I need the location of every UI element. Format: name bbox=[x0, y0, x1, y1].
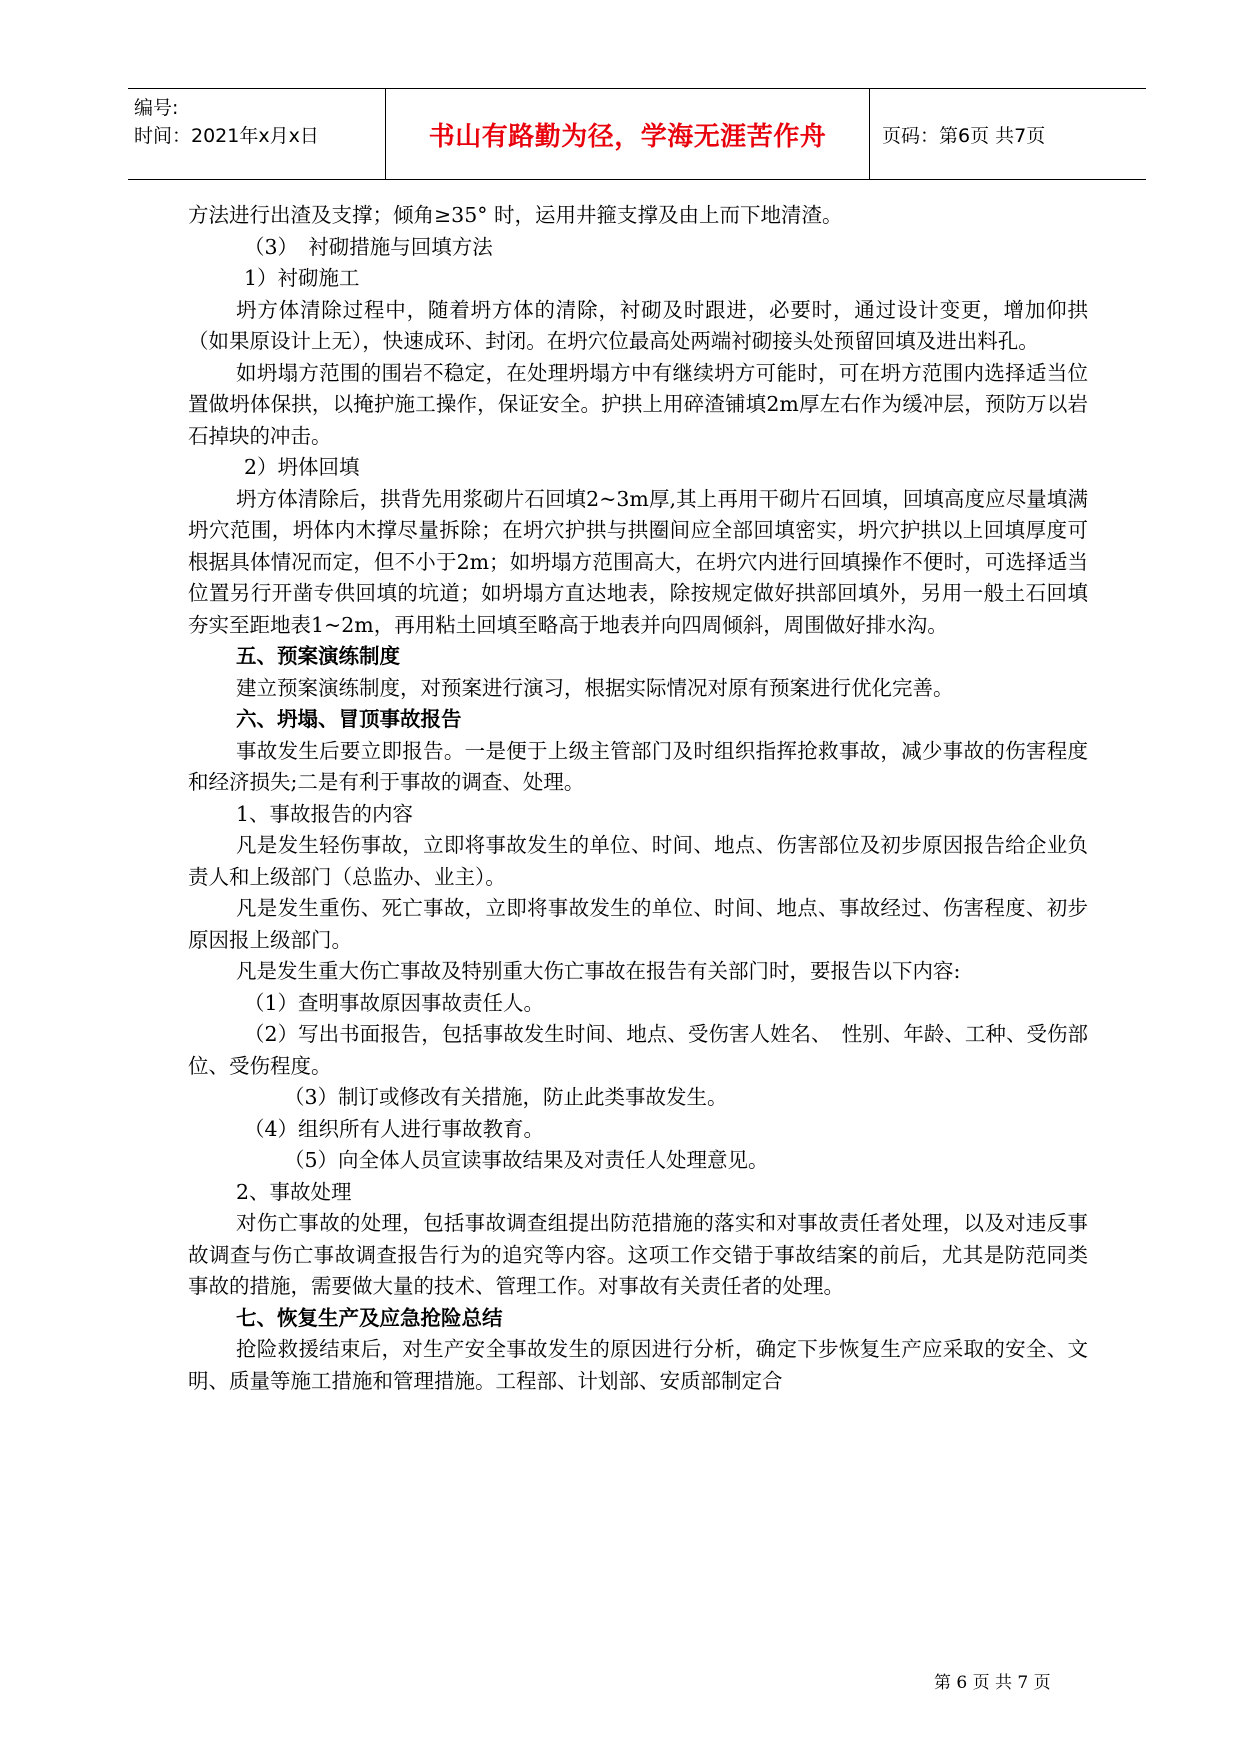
header-motto: 书山有路勤为径，学海无涯苦作舟 bbox=[428, 121, 827, 152]
header-motto-cell bbox=[386, 89, 870, 179]
header-info-cell bbox=[128, 89, 386, 179]
document-date-label: 时间：2021年x月x日 bbox=[134, 125, 319, 147]
paragraph: 坍方体清除过程中，随着坍方体的清除，衬砌及时跟进，必要时，通过设计变更，增加仰拱（如果原设计上无），快速成环、封闭。在坍穴位最高处两端衬砌接头处预留回填及进出料孔。 bbox=[188, 297, 1088, 353]
subsection-heading: 1、事故报告的内容 bbox=[236, 801, 414, 826]
paragraph: 坍方体清除后，拱背先用浆砌片石回填2~3m厚,其上再用干砌片石回填，回填高度应尽量填满坍穴范围，坍体内木撑尽量拆除；在坍穴护拱与拱圈间应全部回填密实，坍穴护拱以上回填厚度可根据具体情况而定，但不小于2m；如坍塌方范围高大，在坍穴内进行回填操作不便时，可选择适当位置另行开凿专供回填的坑道；如坍塌方直达地表，除按规定做好拱部回填外，另用一般土石回填夯实至距地表1~2m，再用粘土回填至略高于地表并向四周倾斜，周围做好排水沟。 bbox=[188, 486, 1088, 637]
list-item: （4）组织所有人进行事故教育。 bbox=[244, 1116, 545, 1141]
page-header bbox=[128, 88, 1146, 180]
section-heading: 七、恢复生产及应急抢险总结 bbox=[236, 1305, 503, 1330]
section-heading: 五、预案演练制度 bbox=[236, 644, 400, 668]
header-page-cell bbox=[870, 89, 1146, 179]
header-page-code: 页码：第6页 共7页 bbox=[882, 124, 1046, 147]
list-item: （3）制订或修改有关措施，防止此类事故发生。 bbox=[284, 1085, 728, 1109]
document-body bbox=[188, 200, 1088, 1397]
list-item: （5）向全体人员宣读事故结果及对责任人处理意见。 bbox=[284, 1148, 769, 1172]
subsection-heading: 2）坍体回填 bbox=[244, 455, 360, 479]
paragraph: 对伤亡事故的处理，包括事故调查组提出防范措施的落实和对事故责任者处理，以及对违反事故调查与伤亡事故调查报告行为的追究等内容。这项工作交错于事故结案的前后，尤其是防范同类事故的措施，需要做大量的技术、管理工作。对事故有关责任者的处理。 bbox=[188, 1211, 1088, 1298]
paragraph: 事故发生后要立即报告。一是便于上级主管部门及时组织指挥抢救事故，减少事故的伤害程度和经济损失;二是有利于事故的调查、处理。 bbox=[188, 738, 1088, 794]
list-item: （1）查明事故原因事故责任人。 bbox=[244, 990, 545, 1015]
paragraph: 抢险救援结束后，对生产安全事故发生的原因进行分析，确定下步恢复生产应采取的安全、文明、质量等施工措施和管理措施。工程部、计划部、安质部制定合 bbox=[188, 1337, 1088, 1393]
section-heading: 六、坍塌、冒顶事故报告 bbox=[236, 707, 462, 731]
paragraph: 凡是发生重大伤亡事故及特别重大伤亡事故在报告有关部门时，要报告以下内容: bbox=[236, 959, 961, 983]
subsection-heading: 1）衬砌施工 bbox=[244, 266, 360, 290]
paragraph: 方法进行出渣及支撑；倾角≥35° 时，运用井箍支撑及由上而下地清渣。 bbox=[188, 203, 843, 227]
paragraph: 凡是发生重伤、死亡事故，立即将事故发生的单位、时间、地点、事故经过、伤害程度、初步原因报上级部门。 bbox=[188, 896, 1088, 952]
subsection-heading: （3） 衬砌措施与回填方法 bbox=[244, 234, 493, 259]
document-number-label: 编号: bbox=[134, 97, 179, 119]
subsection-heading: 2、事故处理 bbox=[236, 1179, 352, 1204]
paragraph: 建立预案演练制度，对预案进行演习，根据实际情况对原有预案进行优化完善。 bbox=[236, 675, 954, 700]
page-footer: 第 6 页 共 7 页 bbox=[934, 1673, 1051, 1693]
list-item: （2）写出书面报告，包括事故发生时间、地点、受伤害人姓名、 性别、年龄、工种、受伤部位、受伤程度。 bbox=[188, 1022, 1088, 1078]
paragraph: 凡是发生轻伤事故，立即将事故发生的单位、时间、地点、伤害部位及初步原因报告给企业负责人和上级部门（总监办、业主）。 bbox=[188, 833, 1088, 889]
paragraph: 如坍塌方范围的围岩不稳定，在处理坍塌方中有继续坍方可能时，可在坍方范围内选择适当位置做坍体保拱，以掩护施工操作，保证安全。护拱上用碎渣铺填2m厚左右作为缓冲层，预防万以岩石掉块的冲击。 bbox=[188, 360, 1088, 448]
